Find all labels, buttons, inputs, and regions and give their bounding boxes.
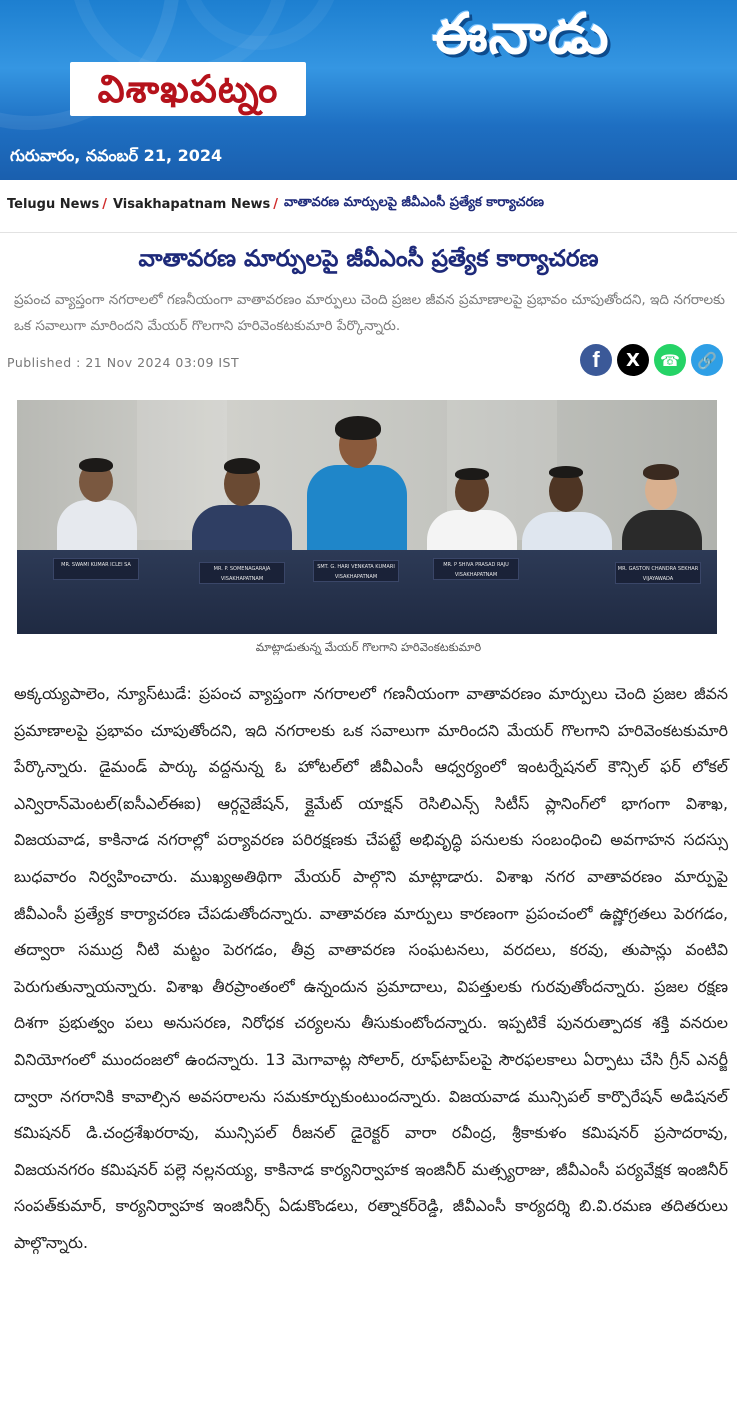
x-share-icon[interactable]: X (617, 344, 649, 376)
copy-link-icon[interactable]: 🔗 (691, 344, 723, 376)
breadcrumb-separator: / (273, 196, 279, 212)
breadcrumb (0, 182, 737, 226)
divider (0, 232, 737, 233)
article-photo (17, 400, 717, 634)
photo-person-hair (643, 464, 679, 480)
whatsapp-share-icon[interactable]: ☎ (654, 344, 686, 376)
eenadu-logo[interactable]: ఈనాడు (432, 2, 610, 67)
breadcrumb-telugu-news[interactable]: Telugu News (7, 196, 100, 212)
photo-nameplate: MR. GASTON CHANDRA SEKHAR VIJAYAWADA (615, 562, 701, 584)
photo-person-hair (455, 468, 489, 480)
photo-person-hair (335, 416, 381, 440)
photo-nameplate: MR. P SHIVA PRASAD RAJU VISAKHAPATNAM (433, 558, 519, 580)
photo-nameplate: MR. SWAMI KUMAR ICLEI SA (53, 558, 139, 580)
photo-person-hair (224, 458, 260, 474)
article-headline: వాతావరణ మార్పులపై జీవీఎంసీ ప్రత్యేక కార్యాచరణ (138, 246, 599, 272)
breadcrumb-visakhapatnam-news[interactable]: Visakhapatnam News (112, 196, 271, 212)
photo-person-hair (79, 458, 113, 472)
published-timestamp: Published : 21 Nov 2024 03:09 IST (7, 355, 240, 370)
photo-caption: మాట్లాడుతున్న మేయర్ గొలగాని హరివెంకటకుమారి (255, 640, 482, 654)
facebook-share-icon[interactable]: f (580, 344, 612, 376)
breadcrumb-current: వాతావరణ మార్పులపై జీవీఎంసీ ప్రత్యేక కార్యాచరణ (284, 195, 545, 210)
edition-date: గురువారం, నవంబర్ 21, 2024 (10, 146, 223, 165)
breadcrumb-separator: / (102, 196, 107, 212)
photo-nameplate: MR. P. SOMENAGARAJA VISAKHAPATNAM (199, 562, 285, 584)
article-body: అక్కయ్యపాలెం, న్యూస్‌టుడే: ప్రపంచ వ్యాప్తంగా నగరాలలో గణనీయంగా వాతావరణం మార్పులు చెంది ప్రజల జీవన ప్రమాణాలపై ప్రభావం చూపుతోందని, ఇది నగరాలకు ఒక సవాలుగా మారిందని మేయర్ గొలగాని హరివెంకటకుమారి పేర్కొన్నారు. డైమండ్ పార్కు వద్దనున్న ఓ హోటల్‌లో జీవీఎంసీ ఆధ్వర్యంలో ఇంటర్నేషనల్ కౌన్సిల్ ఫర్ లోకల్ ఎన్విరాన్‌మెంటల్(ఐసీఎల్‌ఈఐ) ఆర్గనైజేషన్, క్లైమేట్ యాక్షన్ రెసిలిఎన్స్ సిటీస్ ప్లానింగ్‌లో భాగంగా విశాఖ, విజయవాడ, కాకినాడ నగరాల్లో పర్యావరణ పరిరక్షణకు చేపట్టే అభివృద్ధి పనులకు సంబంధించి అవగాహన సదస్సు బుధవారం నిర్వహించారు. ముఖ్యఅతిథిగా మేయర్ పాల్గొని మాట్లాడారు. విశాఖ నగర వాతావరణం మార్పుపై జీవీఎంసీ ప్రత్యేక కార్యాచరణ చేపడుతోందన్నారు. వాతావరణ మార్పులు కారణంగా ప్రపంచంలో ఉష్ణోగ్రతలు పెరగడం, తద్వారా సముద్ర నీటి మట్టం పెరగడం, తీవ్ర వాతావరణ సంఘటనలు, వరదలు, కరవు, తుపాన్లు వంటివి పెరుగుతున్నాయన్నారు. విశాఖ తీరప్రాంతంలో ఉన్నందున ప్రమాదాలు, విపత్తులకు గురవుతోందన్నారు. ప్రజల రక్షణ దిశగా ప్రభుత్వం పలు అనుసరణ, నిరోధక చర్యలను తీసుకుంటోందన్నారు. ఇప్పటికే పునరుత్పాదక శక్తి వనరుల వినియోగంలో ముందంజలో ఉందన్నారు. 13 మెగావాట్ల సోలార్, రూఫ్‌టాప్‌లపై సౌరఫలకాలు ఏర్పాటు చేసి గ్రీన్ ఎనర్జీ ద్వారా నగరానికి కావాల్సిన అవసరాలను సమకూర్చుకుంటుందన్నారు. విజయవాడ మున్సిపల్ కార్పొరేషన్ అడిషనల్ కమిషనర్ డి.చంద్రశేఖరరావు, మున్సిపల్ రీజనల్ డైరెక్టర్ వారా రవీంద్ర, శ్రీకాకుళం కమిషనర్ ప్రసాదరావు, విజయనగరం కమిషనర్ పల్లె నల్లనయ్య, కాకినాడ కార్యనిర్వాహక ఇంజినీర్ మత్స్యరాజు, జీవీఎంసీ పర్యవేక్షక ఇంజినీర్ సంపత్‌కుమార్, కార్యనిర్వాహక ఇంజినీర్స్ ఏడుకొండలు, రత్నాకర్‌రెడ్డి, జీవీఎంసీ కార్యదర్శి బి.వి.రమణ తదితరులు పాల్గొన్నారు. (14, 684, 728, 1252)
masthead (0, 0, 737, 180)
photo-person-hair (549, 466, 583, 478)
city-name: విశాఖపట్నం (97, 67, 279, 111)
city-banner (70, 62, 306, 116)
photo-nameplate: SMT. G. HARI VENKATA KUMARI VISAKHAPATNAM (313, 560, 399, 582)
article-summary: ప్రపంచ వ్యాప్తంగా నగరాలలో గణనీయంగా వాతావరణం మార్పులు చెంది ప్రజల జీవన ప్రమాణాలపై ప్రభావం చూపుతోందని, ఇది నగరాలకు ఒక సవాలుగా మారిందని మేయర్ గొలగాని హరివెంకటకుమారి పేర్కొన్నారు. (14, 292, 725, 334)
